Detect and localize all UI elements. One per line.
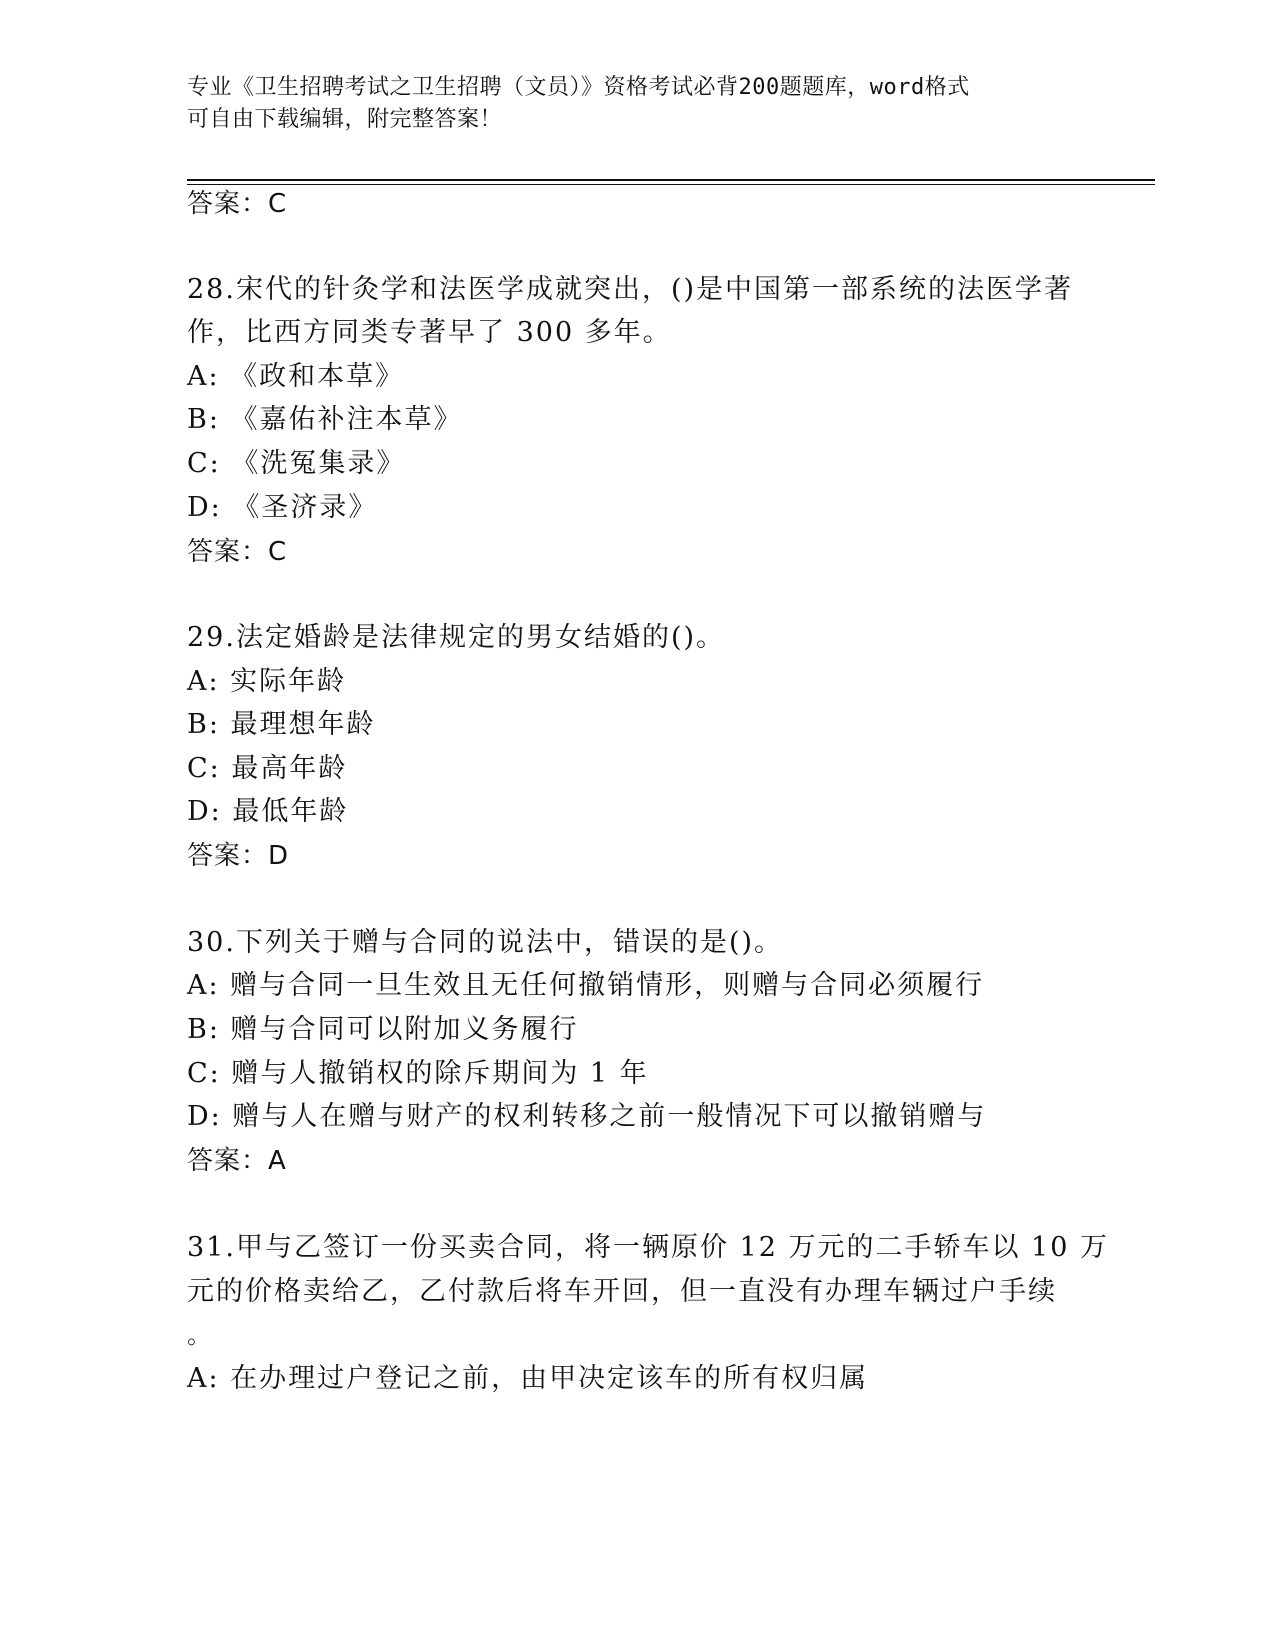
question-28-option-b: B: 《嘉佑补注本草》 <box>187 404 463 435</box>
question-28-option-d: D: 《圣济录》 <box>187 492 378 523</box>
question-29-stem-line-1: 29.法定婚龄是法律规定的男女结婚的()。 <box>187 622 726 653</box>
header-line-1: 专业《卫生招聘考试之卫生招聘（文员）》资格考试必背200题题库，word格式 <box>187 75 970 100</box>
question-29-option-a: A: 实际年龄 <box>187 666 347 697</box>
question-31-option-a: A: 在办理过户登记之前，由甲决定该车的所有权归属 <box>187 1363 869 1394</box>
question-29-option-c: C: 最高年龄 <box>187 753 348 784</box>
question-28-stem-line-2: 作，比西方同类专著早了 300 多年。 <box>187 317 672 348</box>
question-31-stem-line-1: 31.甲与乙签订一份买卖合同，将一辆原价 12 万元的二手轿车以 10 万 <box>187 1232 1109 1263</box>
question-30-option-d: D: 赠与人在赠与财产的权利转移之前一般情况下可以撤销赠与 <box>187 1101 987 1132</box>
question-28-answer: 答案：C <box>187 537 288 567</box>
question-29-option-d: D: 最低年龄 <box>187 796 349 827</box>
header-rule-thin <box>187 184 1155 185</box>
question-30-option-b: B: 赠与合同可以附加义务履行 <box>187 1014 579 1045</box>
answer-27: 答案：C <box>187 189 288 219</box>
question-30-option-a: A: 赠与合同一旦生效且无任何撤销情形，则赠与合同必须履行 <box>187 970 985 1001</box>
document-header <box>187 72 1087 136</box>
question-28-option-a: A: 《政和本草》 <box>187 361 405 392</box>
question-31-stem-line-3: 。 <box>187 1321 213 1349</box>
question-30-option-c: C: 赠与人撤销权的除斥期间为 1 年 <box>187 1058 649 1089</box>
question-31-stem-line-2: 元的价格卖给乙，乙付款后将车开回，但一直没有办理车辆过户手续 <box>187 1276 1057 1307</box>
question-28-stem-line-1: 28.宋代的针灸学和法医学成就突出，()是中国第一部系统的法医学著 <box>187 274 1074 305</box>
header-line-2: 可自由下载编辑，附完整答案！ <box>187 107 503 132</box>
question-30-answer: 答案：A <box>187 1146 287 1176</box>
question-30-stem-line-1: 30.下列关于赠与合同的说法中，错误的是()。 <box>187 927 784 958</box>
header-rule-thick <box>187 179 1155 181</box>
question-29-answer: 答案：D <box>187 841 290 871</box>
question-28-option-c: C: 《洗冤集录》 <box>187 448 406 479</box>
question-29-option-b: B: 最理想年龄 <box>187 709 376 740</box>
